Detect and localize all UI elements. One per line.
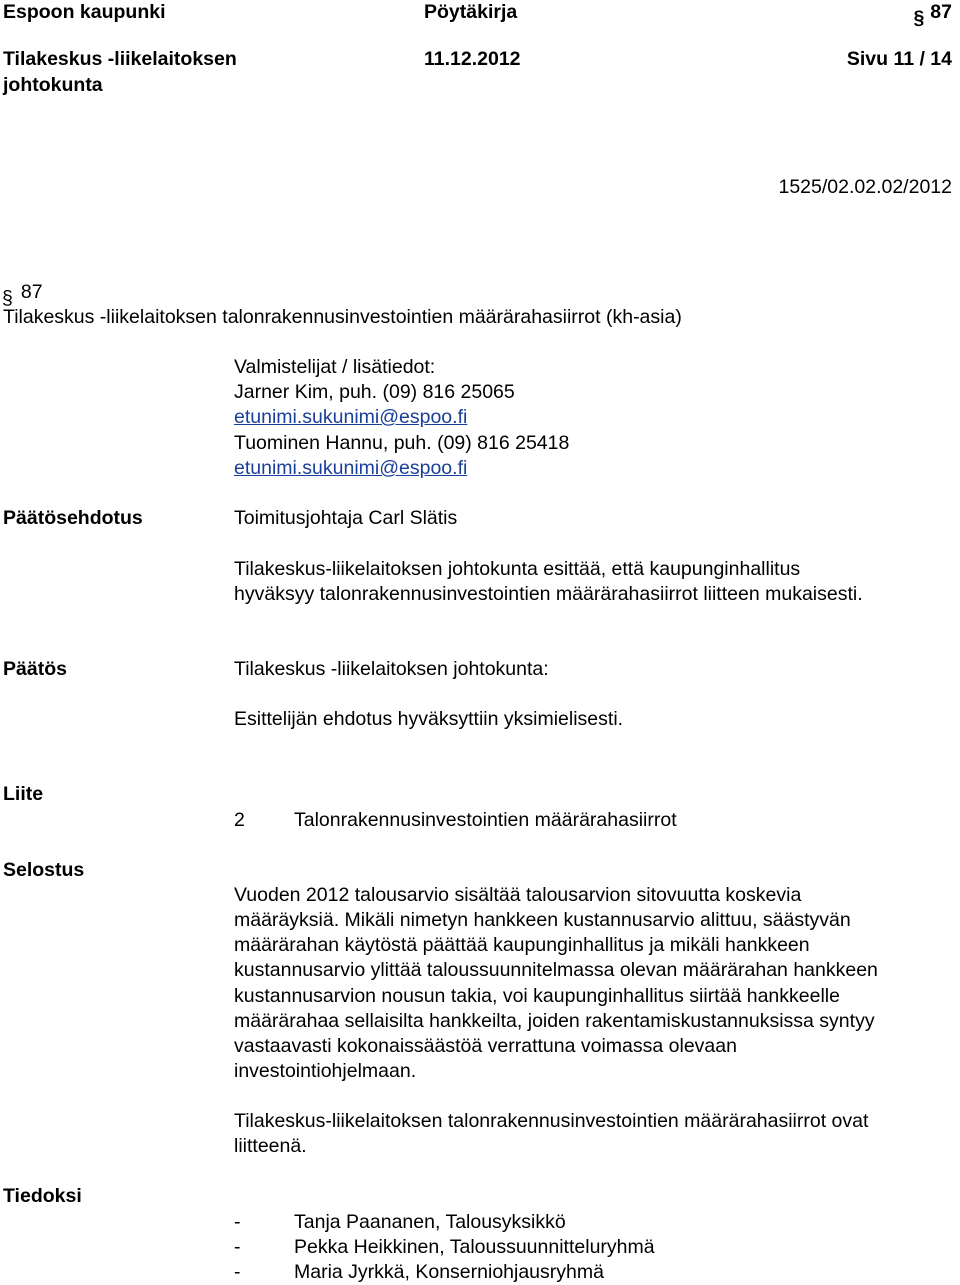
preparer-1: Jarner Kim, puh. (09) 816 25065 [234,381,515,403]
explanation-label: Selostus [3,859,85,881]
explanation-line: määrärahaa sellaisilta hankkeilta, joiden rakentamiskustannuksissa syntyy [234,1010,875,1032]
preparers-label: Valmistelijat / lisätiedot: [234,356,436,378]
attachment-number: 2 [234,809,245,831]
explanation-line: määrärahan käytöstä päättää kaupunginhallitus ja mikäli hankkeen [234,934,810,956]
distribution-dash: - [234,1236,241,1258]
preparer-2-email-link[interactable]: etunimi.sukunimi@espoo.fi [234,457,468,479]
proposal-label: Päätösehdotus [3,507,143,529]
decision-text: Esittelijän ehdotus hyväksyttiin yksimielisesti. [234,708,624,730]
header-org: Espoon kaupunki [3,1,166,23]
header-page: Sivu 11 / 14 [846,48,952,70]
distribution-label: Tiedoksi [3,1185,82,1207]
preparer-2: Tuominen Hannu, puh. (09) 816 25418 [234,432,570,454]
header-doc-type: Pöytäkirja [424,1,518,23]
section-sign: § [2,287,13,309]
section-heading [2,280,43,309]
distribution-dash: - [234,1261,241,1283]
explanation-line: kustannusarvion nousun takia, voi kaupunginhallitus siirtää hankkeelle [234,985,840,1007]
section-number: 87 [20,281,43,303]
record-number: 1525/02.02.02/2012 [778,176,952,198]
distribution-recipient: Maria Jyrkkä, Konserniohjausryhmä [294,1261,604,1283]
explanation-line: vastaavasti kokonaissäästöä verrattuna voimassa olevaan [234,1035,737,1057]
preparer-1-email-link[interactable]: etunimi.sukunimi@espoo.fi [234,406,468,428]
header-body-line2: johtokunta [3,74,103,96]
header-section-number [913,0,952,29]
proposal-line-1: Tilakeskus-liikelaitoksen johtokunta esittää, että kaupunginhallitus [234,558,801,580]
decision-body: Tilakeskus -liikelaitoksen johtokunta: [234,658,549,680]
explanation-line: määräyksiä. Mikäli nimetyn hankkeen kustannusarvio alittuu, säästyvän [234,909,851,931]
explanation-line: Vuoden 2012 talousarvio sisältää talousarvion sitovuutta koskevia [234,884,802,906]
attachment-title: Talonrakennusinvestointien määrärahasiirrot [294,809,677,831]
header-section-number-value: 87 [930,1,952,23]
proposal-presenter: Toimitusjohtaja Carl Slätis [234,507,458,529]
header-body-line1: Tilakeskus -liikelaitoksen [3,48,237,70]
attachment-label: Liite [3,783,44,805]
explanation-line: Tilakeskus-liikelaitoksen talonrakennusinvestointien määrärahasiirrot ovat [234,1110,869,1132]
explanation-line: kustannusarvio ylittää taloussuunnitelmassa olevan määrärahan hankkeen [234,959,878,981]
section-sign: § [913,7,925,29]
proposal-line-2: hyväksyy talonrakennusinvestointien määrärahasiirrot liitteen mukaisesti. [234,583,863,605]
decision-label: Päätös [3,658,67,680]
distribution-dash: - [234,1211,241,1233]
header-date: 11.12.2012 [424,48,521,70]
distribution-recipient: Tanja Paananen, Talousyksikkö [294,1211,566,1233]
section-title: Tilakeskus -liikelaitoksen talonrakennusinvestointien määrärahasiirrot (kh-asia) [3,306,682,328]
explanation-line: investointiohjelmaan. [234,1060,417,1082]
explanation-line: liitteenä. [234,1135,307,1157]
distribution-recipient: Pekka Heikkinen, Taloussuunnitteluryhmä [294,1236,655,1258]
